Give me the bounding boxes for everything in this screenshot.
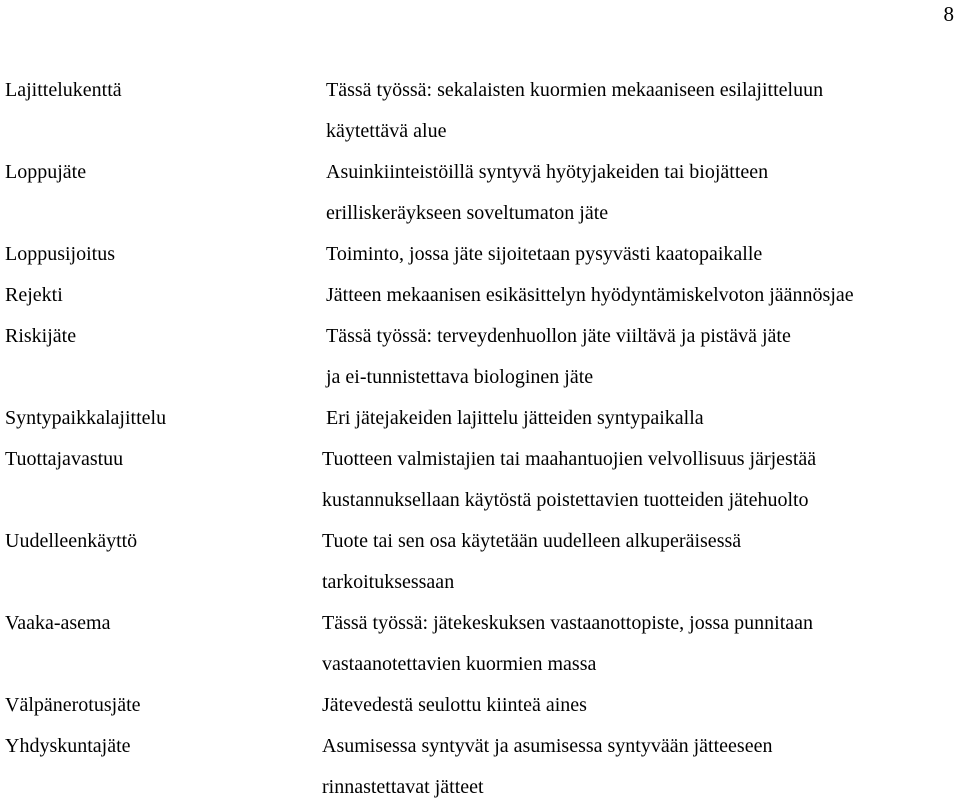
definition-line: rinnastettavat jätteet: [322, 776, 484, 798]
page-number: 8: [943, 2, 954, 26]
glossary-definition: [322, 275, 960, 316]
definition-line: tarkoituksessaan: [322, 571, 455, 593]
glossary-entry: [0, 521, 960, 603]
glossary-entry: [0, 275, 960, 316]
glossary-term: Lajittelukenttä: [5, 79, 122, 101]
glossary-entry: [0, 439, 960, 521]
glossary-definition: [322, 152, 960, 234]
glossary-list: [0, 70, 960, 808]
definition-line: Asumisessa syntyvät ja asumisessa syntyvään jätteeseen: [322, 735, 773, 757]
glossary-entry: [0, 398, 960, 439]
glossary-entry: [0, 316, 960, 398]
definition-line: Toiminto, jossa jäte sijoitetaan pysyvästi kaatopaikalle: [326, 243, 763, 265]
definition-line: Tuotteen valmistajien tai maahantuojien velvollisuus järjestää: [322, 448, 817, 470]
glossary-term: Loppusijoitus: [5, 243, 116, 265]
glossary-term: Vaaka-asema: [5, 612, 111, 634]
glossary-definition: [322, 398, 960, 439]
definition-line: kustannuksellaan käytöstä poistettavien tuotteiden jätehuolto: [322, 489, 809, 511]
definition-line: Jätevedestä seulottu kiinteä aines: [322, 694, 587, 716]
glossary-definition: [322, 234, 960, 275]
glossary-term: Riskijäte: [5, 325, 77, 347]
glossary-term: Uudelleenkäyttö: [5, 530, 138, 552]
glossary-definition: [322, 521, 960, 603]
glossary-definition: [322, 439, 960, 521]
glossary-term: Välpänerotusjäte: [5, 694, 141, 716]
definition-line: käytettävä alue: [326, 120, 447, 142]
definition-line: vastaanotettavien kuormien massa: [322, 653, 597, 675]
glossary-term: Rejekti: [5, 284, 63, 306]
definition-line: Tässä työssä: sekalaisten kuormien mekaaniseen esilajitteluun: [326, 79, 824, 101]
glossary-term: Loppujäte: [5, 161, 87, 183]
definition-line: Jätteen mekaanisen esikäsittelyn hyödyntämiskelvoton jäännösjae: [326, 284, 854, 306]
definition-line: Tässä työssä: jätekeskuksen vastaanottopiste, jossa punnitaan: [322, 612, 814, 634]
glossary-term: Tuottajavastuu: [5, 448, 124, 470]
definition-line: Asuinkiinteistöillä syntyvä hyötyjakeiden tai biojätteen: [326, 161, 769, 183]
glossary-entry: [0, 152, 960, 234]
glossary-definition: [322, 603, 960, 685]
glossary-term: Yhdyskuntajäte: [5, 735, 131, 757]
definition-line: Tuote tai sen osa käytetään uudelleen alkuperäisessä: [322, 530, 742, 552]
glossary-definition: [322, 70, 960, 152]
glossary-definition: [322, 316, 960, 398]
definition-line: Tässä työssä: terveydenhuollon jäte viiltävä ja pistävä jäte: [326, 325, 791, 347]
glossary-term: Syntypaikkalajittelu: [5, 407, 167, 429]
definition-line: ja ei-tunnistettava biologinen jäte: [326, 366, 594, 388]
glossary-entry: [0, 685, 960, 726]
glossary-entry: [0, 234, 960, 275]
glossary-entry: [0, 603, 960, 685]
definition-line: Eri jätejakeiden lajittelu jätteiden syntypaikalla: [326, 407, 704, 429]
definition-line: erilliskeräykseen soveltumaton jäte: [326, 202, 609, 224]
glossary-entry: [0, 70, 960, 152]
glossary-definition: [322, 685, 960, 726]
